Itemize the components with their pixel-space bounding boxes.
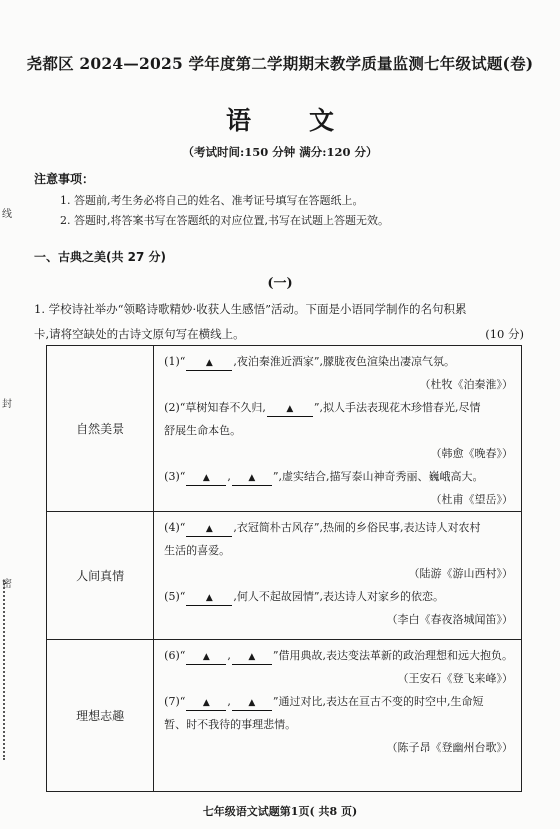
items-cell [154,346,522,512]
answer-blank[interactable]: ▲ [186,356,232,371]
note-item: 1. 答题前,考生务必将自己的姓名、准考证号填写在答题纸上。 [60,194,364,207]
binding-mark-secret: 密 [2,579,12,590]
answer-blank[interactable]: ▲ [186,471,226,486]
question-prefix: (3)“ [164,470,186,483]
question-prefix: (7)“ [164,695,186,708]
poem-question: (6)“ ▲ , ▲ ”借用典故,表达变法革新的政治理想和远大抱负。 [164,644,513,667]
poem-table [46,345,522,792]
question-prefix: (4)“ [164,521,186,534]
question-suffix: ”借用典故,表达变法革新的政治理想和远大抱负。 [272,649,513,662]
poem-question: (3)“ ▲ , ▲ ”,虚实结合,描写泰山神奇秀丽、巍峨高大。 [164,465,513,488]
exam-title: 尧都区 2024—2025 学年度第二学期期末教学质量监测七年级试题(卷) [26,54,534,73]
category-cell [47,640,154,792]
binding-mark-line: 线 [2,209,12,220]
section-title: 一、古典之美(共 27 分) [34,250,167,264]
poem-source: （杜牧《泊秦淮》） [419,378,513,391]
poem-source: （杜甫《望岳》） [430,493,513,506]
poem-source: （王安石《登飞来峰》） [397,672,513,685]
question-prefix: (5)“ [164,590,186,603]
question-suffix: ”,虚实结合,描写泰山神奇秀丽、巍峨高大。 [272,470,484,483]
category-cell [47,346,154,512]
question-1-text: 1. 学校诗社举办“领略诗歌精妙·收获人生感悟”活动。下面是小语同学制作的名句积累 [34,302,467,316]
answer-blank[interactable]: ▲ [186,696,226,711]
poem-question [164,396,513,419]
question-prefix: (1)“ [164,355,186,368]
question-1 [34,297,524,347]
category-label: 自然美景 [76,422,125,436]
poem-source: （韩愈《晚春》） [430,447,513,460]
question-suffix: ,何人不起故园情”,表达诗人对家乡的依恋。 [233,590,444,603]
question-prefix: (6)“ [164,649,186,662]
answer-blank[interactable]: ▲ [232,471,272,486]
question-prefix: (2)“草树知春不久归, [164,401,266,414]
question-suffix: ”通过对比,表达在亘古不变的时空中,生命短 [272,695,484,708]
question-suffix: ,衣冠简朴古风存”,热闹的乡俗民事,表达诗人对农村 [233,521,481,534]
answer-blank[interactable]: ▲ [186,522,232,537]
notes-title: 注意事项： [34,172,95,186]
poem-question [164,516,513,539]
poem-question [164,585,513,608]
category-cell [47,512,154,640]
category-label: 人间真情 [76,569,125,583]
answer-blank[interactable]: ▲ [232,696,272,711]
items-cell [154,640,522,792]
question-suffix: ,夜泊秦淮近酒家”,朦胧夜色渲染出凄凉气氛。 [233,355,455,368]
question-suffix: ”,拟人手法表现花木珍惜春光,尽情 [313,401,481,414]
question-continuation: 舒展生命本色。 [164,424,242,437]
question-1-text-cont: 卡,请将空缺处的古诗文原句写在横线上。 [34,327,245,341]
poem-source: （李白《春夜洛城闻笛》） [386,613,513,626]
subject-title: 语文 [225,106,392,135]
question-continuation: 生活的喜爱。 [164,544,231,557]
answer-blank[interactable]: ▲ [186,591,232,606]
answer-blank[interactable]: ▲ [186,650,226,665]
exam-info: （考试时间:150 分钟 满分:120 分） [182,145,378,159]
items-cell [154,512,522,640]
answer-blank[interactable]: ▲ [232,650,272,665]
poem-question: (7)“ ▲ , ▲ ”通过对比,表达在亘古不变的时空中,生命短 [164,690,513,713]
binding-dotted-line [3,580,8,760]
binding-mark-seal: 封 [2,399,12,410]
note-item: 2. 答题时,将答案书写在答题纸的对应位置,书写在试题上答题无效。 [60,214,389,227]
poem-source: （陈子昂《登幽州台歌》） [386,741,513,754]
question-continuation: 暂、时不我待的事理悲情。 [164,718,297,731]
category-label: 理想志趣 [76,709,125,723]
poem-source: （陆游《游山西村》） [408,567,513,580]
answer-blank[interactable]: ▲ [267,402,313,417]
part-title: (一) [267,276,293,291]
poem-question [164,350,513,373]
page-footer: 七年级语文试题第1页( 共8 页) [202,805,358,818]
question-1-score: (10 分) [485,327,524,341]
